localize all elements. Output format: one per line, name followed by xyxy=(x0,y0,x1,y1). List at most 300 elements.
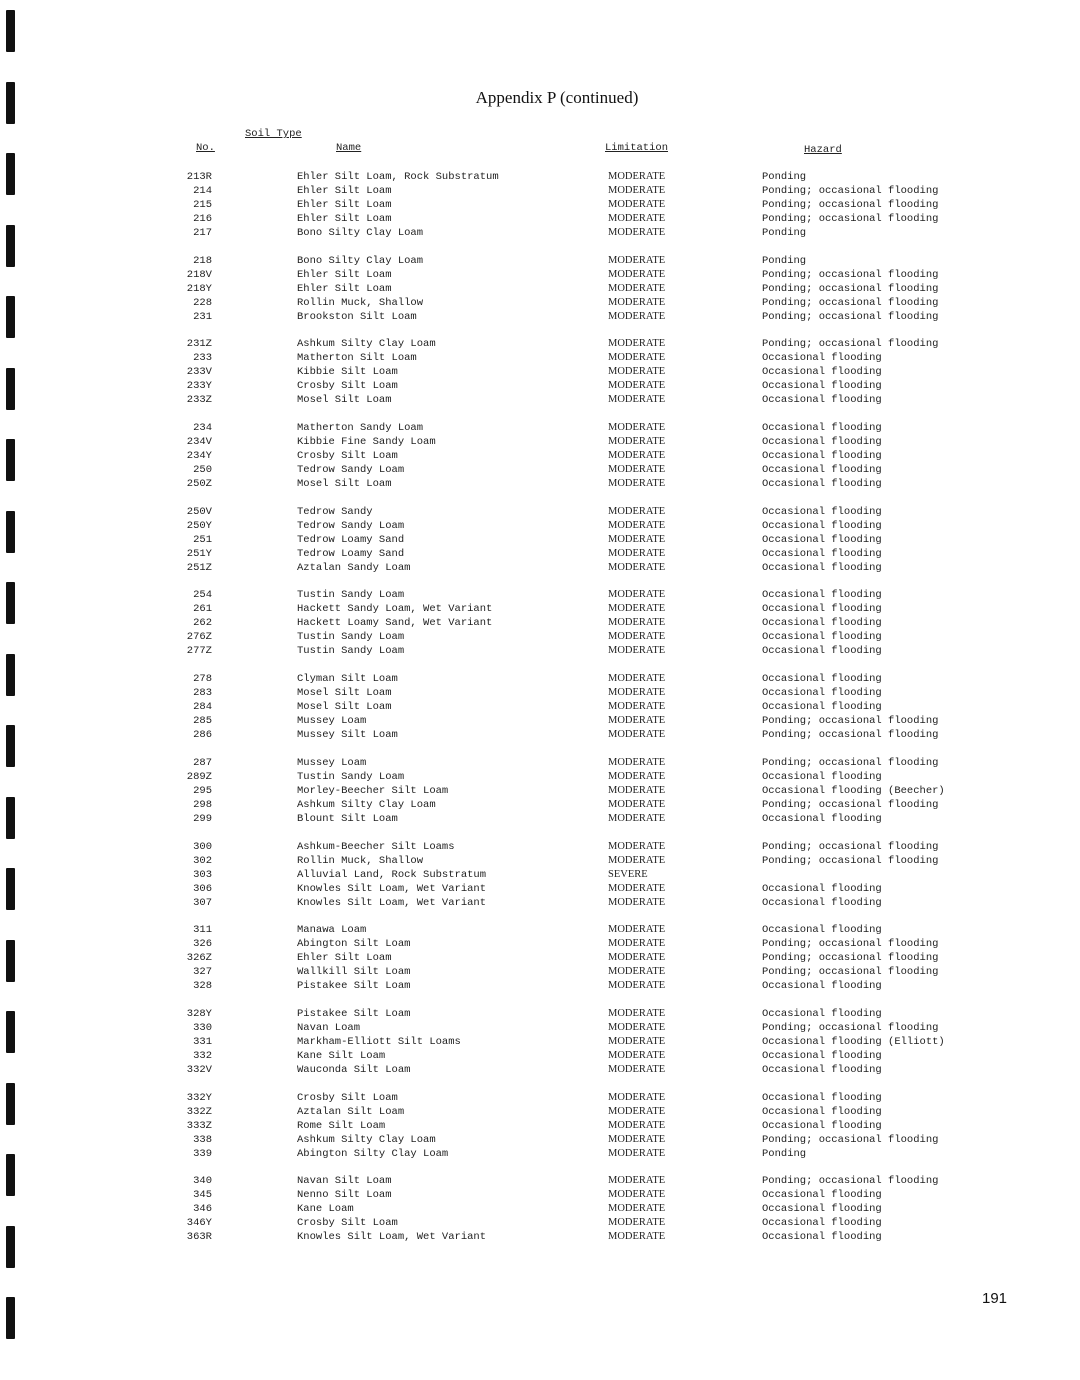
soil-number: 250Z xyxy=(186,478,212,491)
page-title: Appendix P (continued) xyxy=(475,88,639,107)
soil-number: 231Z xyxy=(186,338,212,351)
soil-number: 233Z xyxy=(186,394,212,407)
limitation: MODERATE xyxy=(608,589,666,601)
soil-number: 284 xyxy=(193,701,212,714)
hazard: Ponding; occasional flooding xyxy=(762,729,939,742)
soil-name: Kibbie Fine Sandy Loam xyxy=(297,436,436,449)
hazard: Ponding; occasional flooding xyxy=(762,213,939,225)
soil-number: 331 xyxy=(193,1035,212,1048)
limitation: MODERATE xyxy=(608,254,666,266)
hazard: Occasional flooding (Beecher) xyxy=(762,784,945,797)
limitation: MODERATE xyxy=(608,701,666,713)
hazard: Occasional flooding xyxy=(762,561,882,574)
hazard: Occasional flooding xyxy=(762,450,882,463)
soil-name: Mosel Silt Loam xyxy=(297,687,392,700)
soil-number: 217 xyxy=(193,227,212,239)
hazard: Occasional flooding xyxy=(762,673,882,686)
limitation: MODERATE xyxy=(608,282,666,294)
table-row xyxy=(0,1216,1080,1230)
soil-table xyxy=(0,170,1080,1258)
soil-number: 287 xyxy=(193,756,212,769)
hazard: Ponding; occasional flooding xyxy=(762,715,939,728)
hazard: Ponding; occasional flooding xyxy=(762,1021,939,1034)
soil-number: 346 xyxy=(193,1203,212,1216)
hazard: Ponding; occasional flooding xyxy=(762,1133,939,1146)
soil-number: 286 xyxy=(193,729,212,742)
limitation: MODERATE xyxy=(608,1105,666,1117)
limitation: MODERATE xyxy=(608,1119,666,1131)
table-row xyxy=(0,896,1080,910)
soil-number: 250 xyxy=(193,464,212,477)
limitation: MODERATE xyxy=(608,268,666,280)
soil-number: 332Y xyxy=(186,1091,212,1104)
hazard: Ponding; occasional flooding xyxy=(762,798,939,811)
hazard: Occasional flooding xyxy=(762,896,882,909)
hazard: Occasional flooding xyxy=(762,882,882,895)
table-row xyxy=(0,937,1080,951)
soil-number: 254 xyxy=(193,589,212,602)
soil-name: Mussey Loam xyxy=(297,756,367,769)
hazard: Ponding xyxy=(762,254,807,267)
soil-name: Abington Silt Loam xyxy=(297,938,411,951)
hazard: Occasional flooding xyxy=(762,422,882,435)
soil-number: 345 xyxy=(193,1189,212,1202)
limitation: MODERATE xyxy=(608,770,666,782)
soil-number: 218 xyxy=(193,254,212,267)
soil-name: Wauconda Silt Loam xyxy=(297,1063,411,1076)
soil-number: 262 xyxy=(193,617,212,630)
table-row xyxy=(0,1119,1080,1133)
hazard: Occasional flooding xyxy=(762,603,882,616)
soil-name: Matherton Silt Loam xyxy=(297,352,417,365)
header-limitation: Limitation xyxy=(605,142,669,154)
table-row xyxy=(0,1202,1080,1216)
soil-number: 340 xyxy=(193,1175,212,1188)
limitation: MODERATE xyxy=(608,519,666,531)
soil-name: Aztalan Silt Loam xyxy=(297,1105,405,1118)
limitation: MODERATE xyxy=(608,1133,666,1145)
hazard: Occasional flooding xyxy=(762,1231,882,1244)
limitation: MODERATE xyxy=(608,478,666,490)
hazard: Ponding; occasional flooding xyxy=(762,268,939,281)
soil-number: 346Y xyxy=(186,1217,212,1230)
soil-number: 277Z xyxy=(186,645,212,658)
limitation: MODERATE xyxy=(608,715,666,727)
hazard: Occasional flooding xyxy=(762,1007,882,1020)
soil-name: Navan Silt Loam xyxy=(297,1175,392,1188)
table-row xyxy=(0,184,1080,198)
limitation: SEVERE xyxy=(608,868,648,880)
soil-number: 339 xyxy=(193,1147,212,1160)
table-row xyxy=(0,965,1080,979)
hazard: Ponding; occasional flooding xyxy=(762,952,939,965)
table-row xyxy=(0,533,1080,547)
soil-number: 298 xyxy=(193,798,212,811)
table-row xyxy=(0,1188,1080,1202)
table-row xyxy=(0,226,1080,240)
limitation: MODERATE xyxy=(608,450,666,462)
limitation: MODERATE xyxy=(608,980,666,992)
limitation: MODERATE xyxy=(608,1035,666,1047)
row-group xyxy=(0,923,1080,993)
hazard: Occasional flooding xyxy=(762,1105,882,1118)
limitation: MODERATE xyxy=(608,617,666,629)
soil-name: Crosby Silt Loam xyxy=(297,450,398,463)
soil-name: Mosel Silt Loam xyxy=(297,701,392,714)
soil-number: 330 xyxy=(193,1021,212,1034)
table-row xyxy=(0,1035,1080,1049)
soil-number: 332 xyxy=(193,1049,212,1062)
hazard: Occasional flooding xyxy=(762,505,882,518)
hazard: Ponding; occasional flooding xyxy=(762,338,939,351)
soil-name: Ehler Silt Loam, Rock Substratum xyxy=(297,171,499,183)
row-group xyxy=(0,588,1080,658)
soil-number: 326 xyxy=(193,938,212,951)
soil-number: 251Z xyxy=(186,561,212,574)
hazard: Ponding xyxy=(762,227,807,239)
table-row xyxy=(0,1007,1080,1021)
limitation: MODERATE xyxy=(608,366,666,378)
soil-name: Blount Silt Loam xyxy=(297,812,398,825)
soil-name: Knowles Silt Loam, Wet Variant xyxy=(297,1231,487,1244)
limitation: MODERATE xyxy=(608,1049,666,1061)
table-row xyxy=(0,672,1080,686)
row-group xyxy=(0,421,1080,491)
soil-name: Crosby Silt Loam xyxy=(297,1091,398,1104)
soil-name: Abington Silty Clay Loam xyxy=(297,1147,449,1160)
hazard: Occasional flooding xyxy=(762,1119,882,1132)
hazard: Ponding; occasional flooding xyxy=(762,199,939,211)
limitation: MODERATE xyxy=(608,1091,666,1103)
soil-name: Tedrow Loamy Sand xyxy=(297,547,405,560)
limitation: MODERATE xyxy=(608,561,666,573)
limitation: MODERATE xyxy=(608,464,666,476)
hazard: Ponding; occasional flooding xyxy=(762,1175,939,1188)
hazard: Occasional flooding xyxy=(762,478,882,491)
table-row xyxy=(0,630,1080,644)
soil-name: Tedrow Sandy Loam xyxy=(297,519,405,532)
table-row xyxy=(0,951,1080,965)
hazard: Ponding; occasional flooding xyxy=(762,282,939,295)
hazard: Occasional flooding xyxy=(762,352,882,365)
row-group xyxy=(0,672,1080,742)
hazard: Occasional flooding xyxy=(762,1203,882,1216)
table-row xyxy=(0,1147,1080,1161)
limitation: MODERATE xyxy=(608,1063,666,1075)
soil-number: 333Z xyxy=(186,1119,212,1132)
table-row xyxy=(0,784,1080,798)
soil-number: 214 xyxy=(193,185,212,197)
limitation: MODERATE xyxy=(608,436,666,448)
limitation: MODERATE xyxy=(608,854,666,866)
limitation: MODERATE xyxy=(608,896,666,908)
hazard: Occasional flooding xyxy=(762,631,882,644)
hazard: Occasional flooding xyxy=(762,1063,882,1076)
table-row xyxy=(0,393,1080,407)
table-row xyxy=(0,756,1080,770)
soil-number: 285 xyxy=(193,715,212,728)
limitation: MODERATE xyxy=(608,952,666,964)
hazard: Occasional flooding xyxy=(762,645,882,658)
limitation: MODERATE xyxy=(608,394,666,406)
limitation: MODERATE xyxy=(608,422,666,434)
soil-number: 228 xyxy=(193,296,212,309)
hazard: Occasional flooding xyxy=(762,394,882,407)
soil-name: Ashkum-Beecher Silt Loams xyxy=(297,840,455,853)
limitation: MODERATE xyxy=(608,352,666,364)
table-row xyxy=(0,686,1080,700)
hazard: Occasional flooding xyxy=(762,1091,882,1104)
limitation: MODERATE xyxy=(608,687,666,699)
limitation: MODERATE xyxy=(608,310,666,322)
soil-number: 332V xyxy=(186,1063,212,1076)
limitation: MODERATE xyxy=(608,505,666,517)
hazard: Ponding xyxy=(762,1147,807,1160)
soil-name: Markham-Elliott Silt Loams xyxy=(297,1035,461,1048)
soil-number: 213R xyxy=(186,171,212,183)
soil-number: 295 xyxy=(193,784,212,797)
soil-name: Kibbie Silt Loam xyxy=(297,366,398,379)
hazard: Occasional flooding xyxy=(762,464,882,477)
row-group xyxy=(0,337,1080,407)
table-row xyxy=(0,854,1080,868)
hazard: Ponding; occasional flooding xyxy=(762,296,939,309)
table-row xyxy=(0,770,1080,784)
limitation: MODERATE xyxy=(608,784,666,796)
hazard: Occasional flooding xyxy=(762,980,882,993)
soil-name: Ehler Silt Loam xyxy=(297,199,392,211)
limitation: MODERATE xyxy=(608,798,666,810)
soil-name: Alluvial Land, Rock Substratum xyxy=(297,868,487,881)
table-row xyxy=(0,812,1080,826)
soil-name: Morley-Beecher Silt Loam xyxy=(297,784,449,797)
soil-name: Tustin Sandy Loam xyxy=(297,589,405,602)
limitation: MODERATE xyxy=(608,1021,666,1033)
limitation: MODERATE xyxy=(608,840,666,852)
table-row xyxy=(0,310,1080,324)
limitation: MODERATE xyxy=(608,533,666,545)
limitation: MODERATE xyxy=(608,1217,666,1229)
soil-name: Ashkum Silty Clay Loam xyxy=(297,1133,436,1146)
soil-number: 234 xyxy=(193,422,212,435)
hazard: Ponding; occasional flooding xyxy=(762,310,939,323)
header-no: No. xyxy=(196,142,215,154)
soil-number: 251Y xyxy=(186,547,212,560)
soil-number: 363R xyxy=(186,1231,212,1244)
hazard: Ponding xyxy=(762,171,807,183)
soil-name: Matherton Sandy Loam xyxy=(297,422,424,435)
table-row xyxy=(0,1021,1080,1035)
table-row xyxy=(0,1091,1080,1105)
row-group xyxy=(0,1174,1080,1244)
soil-number: 215 xyxy=(193,199,212,211)
header-hazard: Hazard xyxy=(804,144,842,156)
soil-name: Ehler Silt Loam xyxy=(297,268,392,281)
soil-number: 307 xyxy=(193,896,212,909)
hazard: Occasional flooding xyxy=(762,1189,882,1202)
soil-name: Bono Silty Clay Loam xyxy=(297,227,424,239)
soil-name: Ashkum Silty Clay Loam xyxy=(297,338,436,351)
soil-name: Hackett Loamy Sand, Wet Variant xyxy=(297,617,493,630)
soil-number: 302 xyxy=(193,854,212,867)
table-row xyxy=(0,463,1080,477)
limitation: MODERATE xyxy=(608,338,666,350)
soil-number: 233 xyxy=(193,352,212,365)
table-row xyxy=(0,602,1080,616)
table-row xyxy=(0,728,1080,742)
binding-hole xyxy=(6,10,15,52)
limitation: MODERATE xyxy=(608,1147,666,1159)
soil-name: Hackett Sandy Loam, Wet Variant xyxy=(297,603,493,616)
limitation: MODERATE xyxy=(608,1189,666,1201)
table-row xyxy=(0,840,1080,854)
table-row xyxy=(0,700,1080,714)
hazard: Ponding; occasional flooding xyxy=(762,938,939,951)
soil-name: Kane Loam xyxy=(297,1203,354,1216)
table-row xyxy=(0,882,1080,896)
limitation: MODERATE xyxy=(608,645,666,657)
soil-name: Pistakee Silt Loam xyxy=(297,1007,411,1020)
soil-number: 250Y xyxy=(186,519,212,532)
table-row xyxy=(0,477,1080,491)
hazard: Occasional flooding xyxy=(762,589,882,602)
soil-name: Wallkill Silt Loam xyxy=(297,966,411,979)
header-name: Name xyxy=(336,142,362,154)
soil-name: Rollin Muck, Shallow xyxy=(297,296,424,309)
table-row xyxy=(0,1230,1080,1244)
soil-name: Ehler Silt Loam xyxy=(297,185,392,197)
table-row xyxy=(0,519,1080,533)
limitation: MODERATE xyxy=(608,296,666,308)
limitation: MODERATE xyxy=(608,924,666,936)
hazard: Occasional flooding xyxy=(762,533,882,546)
row-group xyxy=(0,254,1080,324)
soil-number: 276Z xyxy=(186,631,212,644)
soil-name: Aztalan Sandy Loam xyxy=(297,561,411,574)
soil-name: Rome Silt Loam xyxy=(297,1119,386,1132)
soil-name: Pistakee Silt Loam xyxy=(297,980,411,993)
limitation: MODERATE xyxy=(608,1175,666,1187)
table-row xyxy=(0,449,1080,463)
soil-number: 278 xyxy=(193,673,212,686)
soil-name: Nenno Silt Loam xyxy=(297,1189,392,1202)
soil-number: 328Y xyxy=(186,1007,212,1020)
row-group xyxy=(0,840,1080,910)
soil-number: 233Y xyxy=(186,380,212,393)
limitation: MODERATE xyxy=(608,603,666,615)
table-row xyxy=(0,365,1080,379)
table-row xyxy=(0,1105,1080,1119)
soil-name: Crosby Silt Loam xyxy=(297,1217,398,1230)
soil-name: Ashkum Silty Clay Loam xyxy=(297,798,436,811)
soil-name: Bono Silty Clay Loam xyxy=(297,254,424,267)
soil-name: Tedrow Sandy xyxy=(297,505,373,518)
table-row xyxy=(0,1174,1080,1188)
soil-name: Ehler Silt Loam xyxy=(297,952,392,965)
table-row xyxy=(0,379,1080,393)
limitation: MODERATE xyxy=(608,882,666,894)
table-row xyxy=(0,337,1080,351)
soil-number: 251 xyxy=(193,533,212,546)
row-group xyxy=(0,756,1080,826)
soil-number: 283 xyxy=(193,687,212,700)
hazard: Ponding; occasional flooding xyxy=(762,966,939,979)
hazard: Occasional flooding xyxy=(762,687,882,700)
soil-name: Mussey Silt Loam xyxy=(297,729,398,742)
limitation: MODERATE xyxy=(608,1231,666,1243)
soil-name: Knowles Silt Loam, Wet Variant xyxy=(297,896,487,909)
table-row xyxy=(0,868,1080,882)
table-row xyxy=(0,547,1080,561)
hazard: Ponding; occasional flooding xyxy=(762,756,939,769)
hazard: Occasional flooding xyxy=(762,547,882,560)
soil-name: Manawa Loam xyxy=(297,924,367,937)
table-row xyxy=(0,421,1080,435)
soil-number: 326Z xyxy=(186,952,212,965)
soil-name: Mosel Silt Loam xyxy=(297,478,392,491)
table-row xyxy=(0,282,1080,296)
hazard: Occasional flooding xyxy=(762,812,882,825)
soil-name: Kane Silt Loam xyxy=(297,1049,386,1062)
soil-number: 303 xyxy=(193,868,212,881)
table-row xyxy=(0,1049,1080,1063)
hazard: Occasional flooding (Elliott) xyxy=(762,1035,945,1048)
hazard: Occasional flooding xyxy=(762,924,882,937)
table-row xyxy=(0,798,1080,812)
soil-number: 261 xyxy=(193,603,212,616)
table-row xyxy=(0,1133,1080,1147)
soil-number: 218Y xyxy=(186,282,212,295)
row-group xyxy=(0,505,1080,575)
soil-name: Tedrow Sandy Loam xyxy=(297,464,405,477)
table-row xyxy=(0,505,1080,519)
soil-number: 216 xyxy=(193,213,212,225)
limitation: MODERATE xyxy=(608,171,666,182)
limitation: MODERATE xyxy=(608,213,666,224)
hazard: Ponding; occasional flooding xyxy=(762,185,939,197)
soil-name: Clyman Silt Loam xyxy=(297,673,398,686)
soil-name: Ehler Silt Loam xyxy=(297,282,392,295)
binding-hole xyxy=(6,1297,15,1339)
hazard: Occasional flooding xyxy=(762,701,882,714)
hazard: Occasional flooding xyxy=(762,436,882,449)
row-group xyxy=(0,170,1080,240)
table-row xyxy=(0,714,1080,728)
hazard: Ponding; occasional flooding xyxy=(762,840,939,853)
limitation: MODERATE xyxy=(608,1007,666,1019)
limitation: MODERATE xyxy=(608,938,666,950)
soil-name: Ehler Silt Loam xyxy=(297,213,392,225)
table-row xyxy=(0,351,1080,365)
soil-number: 231 xyxy=(193,310,212,323)
soil-number: 328 xyxy=(193,980,212,993)
hazard: Occasional flooding xyxy=(762,617,882,630)
table-row xyxy=(0,588,1080,602)
page-number: 191 xyxy=(982,1290,1008,1307)
table-row xyxy=(0,616,1080,630)
limitation: MODERATE xyxy=(608,199,666,210)
soil-number: 332Z xyxy=(186,1105,212,1118)
soil-name: Knowles Silt Loam, Wet Variant xyxy=(297,882,487,895)
soil-name: Tustin Sandy Loam xyxy=(297,631,405,644)
table-row xyxy=(0,923,1080,937)
table-row xyxy=(0,268,1080,282)
limitation: MODERATE xyxy=(608,812,666,824)
soil-name: Rollin Muck, Shallow xyxy=(297,854,424,867)
soil-name: Mosel Silt Loam xyxy=(297,394,392,407)
hazard: Occasional flooding xyxy=(762,770,882,783)
table-row xyxy=(0,212,1080,226)
